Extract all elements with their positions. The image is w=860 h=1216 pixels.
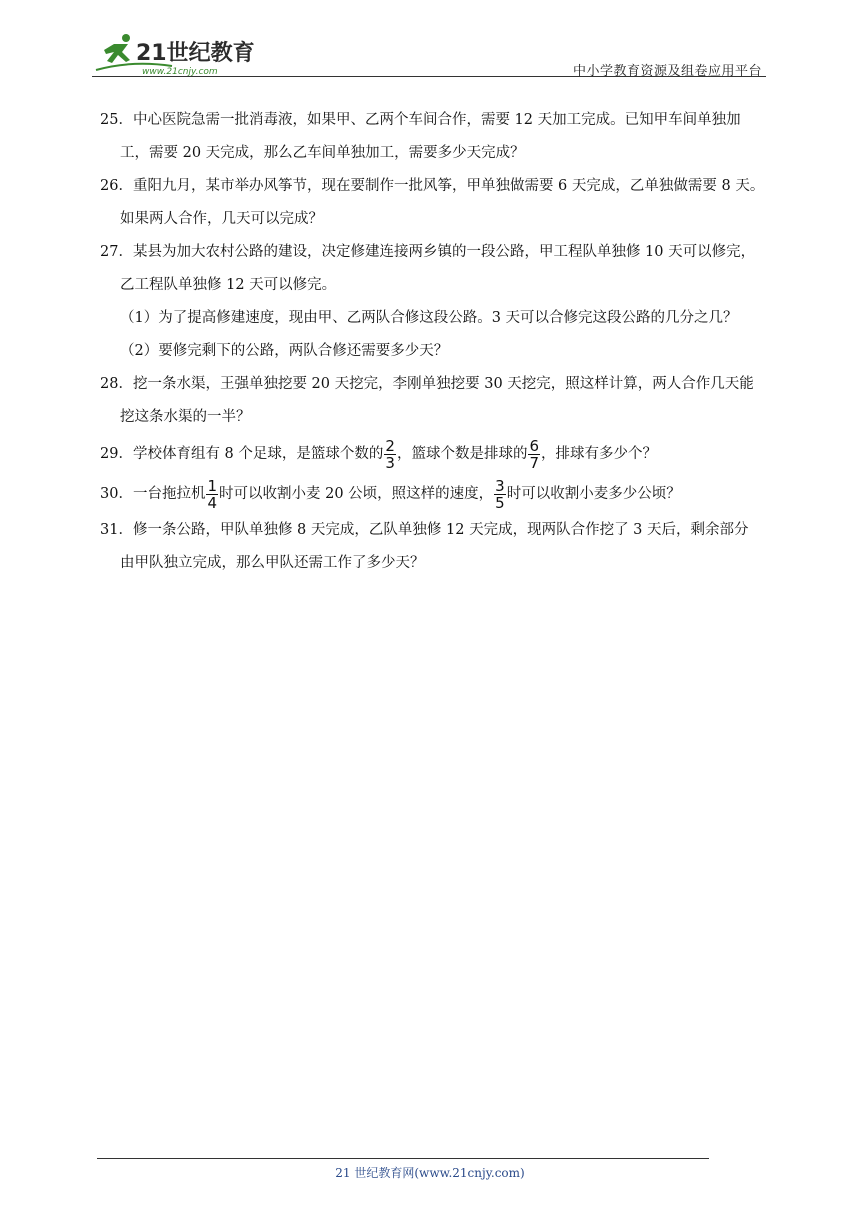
fraction-numerator: 1 [207,476,217,495]
question-list [100,104,770,580]
question-text: 重阳九月，某市举办风筝节，现在要制作一批风筝，甲单独做需要 6 天完成，乙单独做需要 8 天。 [132,178,765,194]
question-text-part: 时可以收割小麦多少公顷？ [506,486,681,502]
question-number: 30． [100,486,133,502]
footer-link[interactable]: 21 世纪教育网(www.21cnjy.com) [335,1166,525,1180]
fraction-numerator: 6 [529,436,539,455]
question-text-part: ，排球有多少个？ [541,446,657,462]
site-logo[interactable] [92,30,262,78]
question-number: 26． [100,178,133,194]
question-number: 31． [100,522,133,538]
question-text-part: 时可以收割小麦 20 公顷，照这样的速度， [219,486,494,502]
question-text: 修一条公路，甲队单独修 8 天完成，乙队单独修 12 天完成，现两队合作挖了 3 天后，剩余部分 [132,522,749,538]
fraction-denominator: 5 [495,493,505,512]
fraction-denominator: 4 [207,493,217,512]
question-text-continued: 乙工程队单独修 12 天可以修完。 [120,277,337,293]
header-divider [92,76,766,77]
question-number: 27． [100,244,133,260]
question-text-part: ，篮球个数是排球的 [396,446,528,462]
question-text: 某县为加大农村公路的建设，决定修建连接两乡镇的一段公路，甲工程队单独修 10 天可以修完， [132,244,756,260]
fraction-numerator: 3 [495,476,505,495]
logo-url: www.21cnjy.com [142,67,218,77]
footer-divider [97,1158,709,1159]
question-text-continued: 工，需要 20 天完成，那么乙车间单独加工，需要多少天完成？ [120,145,525,161]
question-text-part: 学校体育组有 8 个足球，是篮球个数的 [132,446,384,462]
question-31 [100,514,770,580]
question-number: 28． [100,376,133,392]
question-text-part: 一台拖拉机 [132,486,206,502]
sub-question-1: （1）为了提高修建速度，现由甲、乙两队合修这段公路。3 天可以合修完这段公路的几分之几？ [120,310,738,326]
fraction-denominator: 3 [385,453,395,472]
question-28 [100,368,770,434]
question-text-continued: 如果两人合作，几天可以完成？ [120,211,323,227]
fraction-denominator: 7 [529,453,539,472]
fraction [528,438,540,471]
platform-tagline: 中小学教育资源及组卷应用平台 [572,64,762,79]
logo-wordmark: 21世纪教育 [136,41,255,66]
question-text: 中心医院急需一批消毒液，如果甲、乙两个车间合作，需要 12 天加工完成。已知甲车间单独加 [132,112,741,128]
question-text-continued: 由甲队独立完成，那么甲队还需工作了多少天？ [120,555,425,571]
question-number: 25． [100,112,133,128]
fraction-numerator: 2 [385,436,395,455]
question-text: 挖一条水渠，王强单独挖要 20 天挖完，李刚单独挖要 30 天挖完，照这样计算，两人合作几天能 [132,376,754,392]
fraction [384,438,396,471]
question-text-continued: 挖这条水渠的一半？ [120,409,251,425]
question-27 [100,236,770,368]
question-30 [100,474,770,514]
fraction [494,478,506,511]
question-number: 29． [100,446,133,462]
logo-graphic [92,30,262,78]
question-25 [100,104,770,170]
question-26 [100,170,770,236]
sub-question-2: （2）要修完剩下的公路，两队合修还需要多少天？ [120,343,449,359]
fraction [206,478,218,511]
question-29 [100,434,770,474]
